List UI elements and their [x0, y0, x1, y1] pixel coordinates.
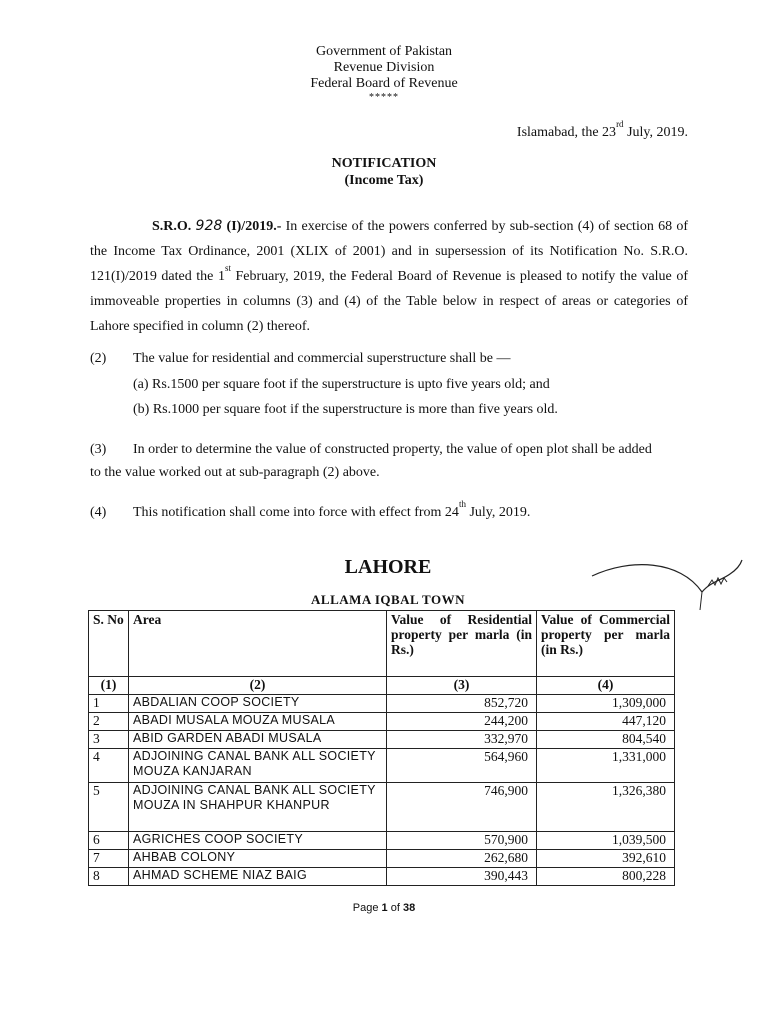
para2-item-a: (a) Rs.1500 per square foot if the superstructure is upto five years old; and — [133, 377, 550, 392]
cell-residential: 262,680 — [387, 850, 537, 868]
para3-number: (3) — [90, 442, 107, 457]
table-row — [89, 695, 675, 713]
cell-residential: 746,900 — [387, 783, 537, 832]
cell-area: ABDALIAN COOP SOCIETY — [129, 695, 387, 713]
header-line-government: Government of Pakistan — [315, 44, 453, 59]
notification-title: NOTIFICATION — [331, 156, 437, 171]
para3-line1: In order to determine the value of constructed property, the value of open plot shall be added — [133, 442, 652, 457]
notification-subtitle: (Income Tax) — [344, 173, 424, 188]
paragraph-sro: S.R.O. 928 (I)/2019.- In exercise of the powers conferred by sub-section (4) of section 68 of the Income Tax Ordinance, 2001 (XLIX of 2001) and in supersession of its Notification No. S.R.O. 121(I)/2019 dated the 1st February, 2019, the Federal Board of Revenue is pleased to notify the value of immoveable properties in columns (3) and (4) of the Table below in respect of areas or categories of Lahore specified in column (2) thereof. — [90, 218, 688, 334]
cell-area: ADJOINING CANAL BANK ALL SOCIETY MOUZA IN SHAHPUR KHANPUR — [129, 783, 387, 832]
cell-residential: 564,960 — [387, 749, 537, 783]
sro-number-handwritten: 928 — [195, 218, 223, 234]
para4-number: (4) — [90, 505, 107, 520]
table-row — [89, 783, 675, 832]
cell-area: AHMAD SCHEME NIAZ BAIG — [129, 868, 387, 886]
property-value-table — [88, 610, 675, 886]
header-line-division: Revenue Division — [333, 60, 435, 75]
cell-commercial: 800,228 — [537, 868, 675, 886]
column-number: (2) — [129, 677, 387, 695]
cell-sno: 1 — [89, 695, 129, 713]
table-row — [89, 832, 675, 850]
header-area: Area — [129, 611, 387, 677]
cell-commercial: 804,540 — [537, 731, 675, 749]
para2-number: (2) — [90, 351, 107, 366]
table-row — [89, 868, 675, 886]
notification-date: Islamabad, the 23rd July, 2019. — [516, 119, 688, 140]
column-number: (4) — [537, 677, 675, 695]
column-number: (1) — [89, 677, 129, 695]
para2-text: The value for residential and commercial superstructure shall be — — [133, 351, 511, 366]
table-row — [89, 749, 675, 783]
header-stars: ***** — [369, 92, 399, 103]
cell-area: ABID GARDEN ABADI MUSALA — [129, 731, 387, 749]
cell-commercial: 1,331,000 — [537, 749, 675, 783]
cell-residential: 570,900 — [387, 832, 537, 850]
table-row — [89, 850, 675, 868]
cell-residential: 390,443 — [387, 868, 537, 886]
cell-commercial: 1,039,500 — [537, 832, 675, 850]
cell-sno: 7 — [89, 850, 129, 868]
cell-area: AGRICHES COOP SOCIETY — [129, 832, 387, 850]
table-row — [89, 713, 675, 731]
column-number: (3) — [387, 677, 537, 695]
cell-sno: 4 — [89, 749, 129, 783]
cell-sno: 6 — [89, 832, 129, 850]
para4-text: This notification shall come into force with effect from 24th July, 2019. — [133, 499, 531, 520]
header-commercial: Value of Commercial property per marla (in Rs.) — [537, 611, 675, 677]
table-row — [89, 731, 675, 749]
cell-commercial: 1,326,380 — [537, 783, 675, 832]
cell-sno: 3 — [89, 731, 129, 749]
page-number: Page 1 of 38 — [352, 902, 416, 914]
header-residential: Value of Residential property per marla (in Rs.) — [387, 611, 537, 677]
cell-commercial: 447,120 — [537, 713, 675, 731]
city-heading: LAHORE — [344, 556, 432, 578]
town-heading: ALLAMA IQBAL TOWN — [311, 592, 465, 607]
cell-commercial: 1,309,000 — [537, 695, 675, 713]
cell-residential: 852,720 — [387, 695, 537, 713]
cell-commercial: 392,610 — [537, 850, 675, 868]
header-sno: S. No — [89, 611, 129, 677]
header-line-fbr: Federal Board of Revenue — [310, 76, 458, 91]
cell-sno: 5 — [89, 783, 129, 832]
cell-area: ABADI MUSALA MOUZA MUSALA — [129, 713, 387, 731]
cell-area: AHBAB COLONY — [129, 850, 387, 868]
cell-sno: 2 — [89, 713, 129, 731]
cell-area: ADJOINING CANAL BANK ALL SOCIETY MOUZA KANJARAN — [129, 749, 387, 783]
cell-residential: 244,200 — [387, 713, 537, 731]
cell-residential: 332,970 — [387, 731, 537, 749]
para3-line2: to the value worked out at sub-paragraph (2) above. — [90, 465, 380, 480]
cell-sno: 8 — [89, 868, 129, 886]
para2-item-b: (b) Rs.1000 per square foot if the superstructure is more than five years old. — [133, 402, 558, 417]
column-number-row — [89, 677, 675, 695]
table-header-row — [89, 611, 675, 677]
